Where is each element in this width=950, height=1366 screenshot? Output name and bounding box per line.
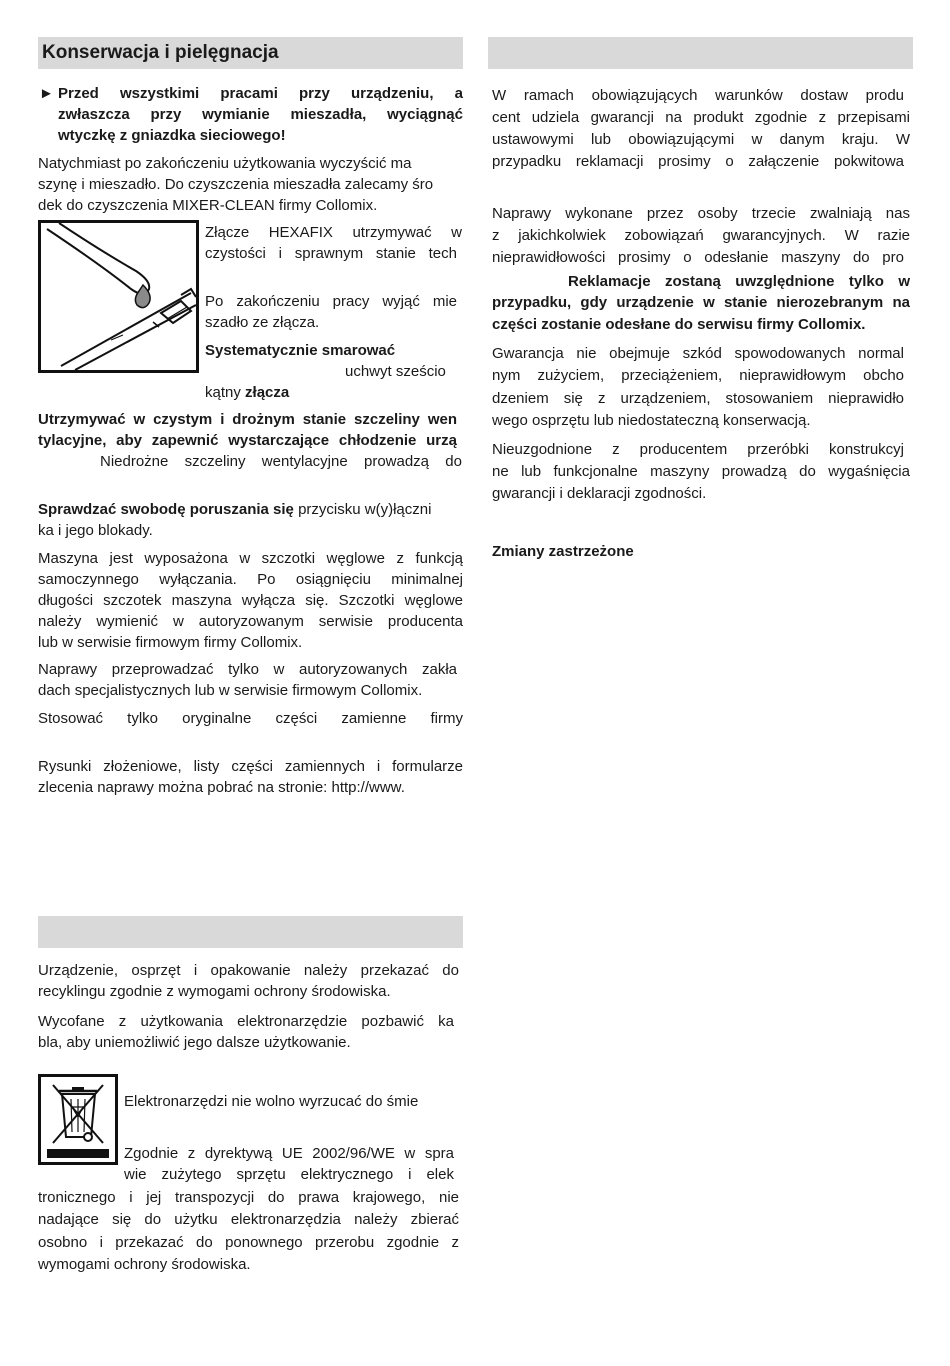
exclusions-line-3: dzeniem się z urządzeniem, stosowaniem nieprawidło [492,390,904,407]
claims-line-1: Reklamacje zostaną uwzględnione tylko w [568,273,910,290]
brushes-line-4: należy wymienić w autoryzowanym serwisie producenta [38,613,463,630]
exclusions-line-1: Gwarancja nie obejmuje szkód spowodowanych normal [492,345,904,362]
crossed-out-wheelie-bin-icon [38,1074,118,1165]
hexafix-line-4: szadło ze złącza. [205,314,320,331]
third-party-line-2: z jakichkolwiek zobowiązań gwarancyjnych. W razie [492,227,910,244]
vent-line-2: tylacyjne, aby zapewnić wystarczające chłodzenie urzą [38,432,457,449]
third-party-line-3: nieprawidłowości prosimy o odesłanie maszyny do pro [492,249,904,266]
hexafix-line-2: czystości i sprawnym stanie tech [205,245,457,262]
warranty-line-1: W ramach obowiązujących warunków dostaw produ [492,87,904,104]
lubrication-line-3-text: kątny [205,384,246,401]
repairs-line-2: dach specjalistycznych lub w serwisie firmowym Collomix. [38,682,423,699]
modifications-line-1: Nieuzgodnione z producentem przeróbki konstrukcyj [492,441,904,458]
hexafix-lubrication-illustration [38,220,199,373]
switch-rest: przycisku w(y)łączni [293,501,432,518]
warranty-line-2: cent udziela gwarancji na produkt zgodnie z przepisami [492,109,910,126]
warning-line-3: wtyczkę z gniazdka sieciowego! [58,127,286,144]
cleaning-line-2: szynę i mieszadło. Do czyszczenia mieszadła zalecamy śro [38,176,434,193]
warranty-line-3: ustawowymi lub obowiązującymi w danym kraju. W [492,131,910,148]
hexafix-line-3: Po zakończeniu pracy wyjąć mie [205,293,457,310]
exclusions-line-2: nym zużyciem, przeciążeniem, nieprawidłowym obcho [492,367,904,384]
lubrication-line-2: uchwyt sześcio [345,363,446,380]
section-title: Konserwacja i pielęgnacja [42,42,279,63]
disposal-line-2: recyklingu zgodnie z wymogami ochrony środowiska. [38,983,391,1000]
warning-marker: ► [39,85,54,102]
cable-line-2: bla, aby uniemożliwić jego dalsze użytkowanie. [38,1034,351,1051]
disposal-line-1: Urządzenie, osprzęt i opakowanie należy przekazać do [38,962,459,979]
claims-line-3: części zostanie odesłane do serwisu firmy Collomix. [492,316,866,333]
brushes-line-5: lub w serwisie firmowym firmy Collomix. [38,634,303,651]
warranty-line-4: przypadku reklamacji prosimy o załączenie pokwitowa [492,153,904,170]
brushes-line-3: długości szczotek maszyna wyłącza się. Szczotki węglowe [38,592,463,609]
warning-line-2: zwłaszcza przy wymianie mieszadła, wyciągnąć [58,106,463,123]
bin-line: Elektronarzędzi nie wolno wyrzucać do śmie [124,1093,419,1110]
drawings-line-1: Rysunki złożeniowe, listy części zamiennych i formularze [38,758,463,775]
brushes-line-1: Maszyna jest wyposażona w szczotki węglowe z funkcją [38,550,463,567]
weee-line-4: nadające się do użytku elektronarzędzia należy zbierać [38,1211,459,1228]
drawings-line-2: zlecenia naprawy można pobrać na stronie: http://www. [38,779,405,796]
weee-line-6: wymogami ochrony środowiska. [38,1256,251,1273]
warning-line-1: Przed wszystkimi pracami przy urządzeniu, a [58,85,463,102]
modifications-line-2: ne lub funkcjonalne maszyny prowadzą do wygaśnięcia [492,463,910,480]
hexafix-drawing [41,223,196,370]
vent-line-1: Utrzymywać w czystym i drożnym stanie szczeliny wen [38,411,457,428]
lubrication-line-3 [205,382,289,403]
cleaning-line-3: dek do czyszczenia MIXER-CLEAN firmy Collomix. [38,197,378,214]
weee-line-3: tronicznego i jej transpozycji do prawa krajowego, nie [38,1189,459,1206]
brushes-line-2: samoczynnego wyłączania. Po osiągnięciu minimalnej [38,571,463,588]
claims-line-2: przypadku, gdy urządzenie w stanie nierozebranym na [492,294,910,311]
weee-line-2: wie zużytego sprzętu elektrycznego i elek [124,1166,454,1183]
exclusions-line-4: wego osprzętu lub niedostateczną konserwacją. [492,412,811,429]
switch-bold: Sprawdzać swobodę poruszania się [38,501,294,518]
repairs-line-1: Naprawy przeprowadzać tylko w autoryzowanych zakła [38,661,457,678]
section-header-maintenance [38,37,463,69]
lubrication-bold: Systematycznie smarować [205,342,396,359]
third-party-line-1: Naprawy wykonane przez osoby trzecie zwalniają nas [492,205,910,222]
lubrication-line-3-bold: złącza [245,384,290,401]
hexafix-line-1: Złącze HEXAFIX utrzymywać w [205,224,462,241]
cleaning-line-1: Natychmiast po zakończeniu użytkowania wyczyścić ma [38,155,412,172]
bin-drawing [41,1077,115,1162]
section-header-disposal [38,916,463,948]
section-header-warranty [488,37,913,69]
modifications-line-3: gwarancji i deklaracji zgodności. [492,485,707,502]
switch-line-1 [38,499,431,520]
cable-line-1: Wycofane z użytkowania elektronarzędzie pozbawić ka [38,1013,454,1030]
parts-line: Stosować tylko oryginalne części zamienne firmy [38,710,463,727]
switch-line-2: ka i jego blokady. [38,522,153,539]
vent-line-3: Niedrożne szczeliny wentylacyjne prowadzą do [100,453,462,470]
changes-reserved: Zmiany zastrzeżone [492,543,634,560]
weee-line-1: Zgodnie z dyrektywą UE 2002/96/WE w spra [124,1145,454,1162]
weee-line-5: osobno i przekazać do ponownego przerobu zgodnie z [38,1234,459,1251]
